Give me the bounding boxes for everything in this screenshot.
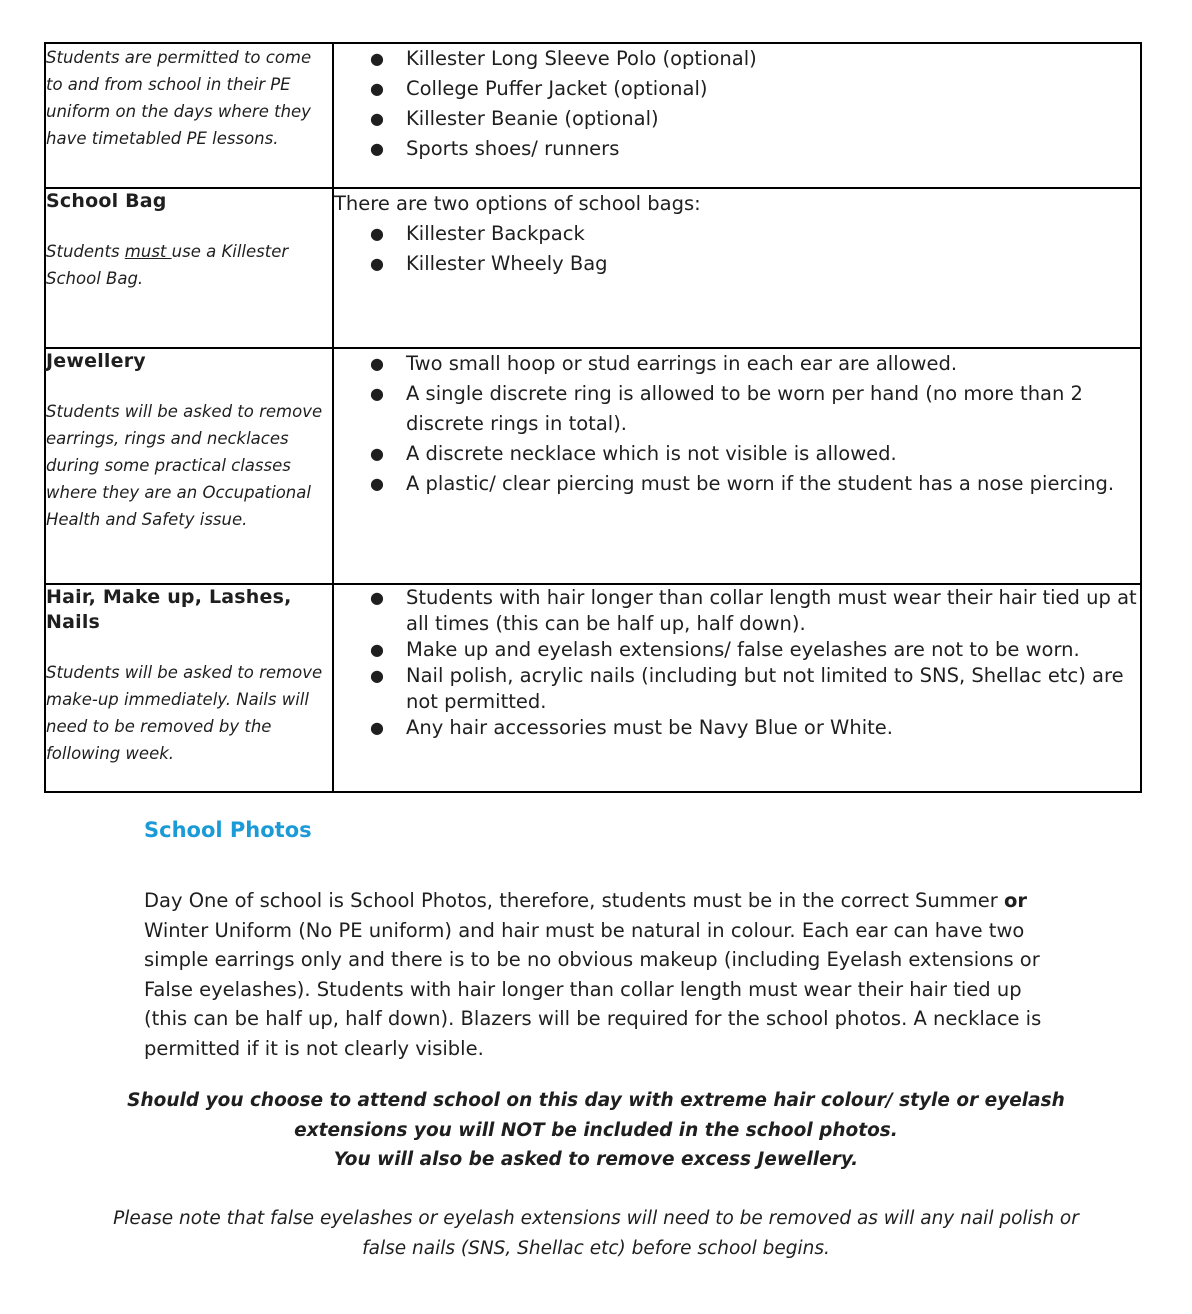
jewellery-title: Jewellery [46, 350, 146, 372]
paragraph-start: Day One of school is School Photos, therefore, students must be in the correct Summer [144, 889, 1004, 912]
jewellery-list [334, 349, 1140, 499]
jewellery-items-cell [333, 348, 1141, 584]
bullet-icon: ● [370, 139, 384, 158]
list-item [334, 249, 1140, 279]
bullet-icon: ● [370, 79, 384, 98]
hair-makeup-list [334, 585, 1140, 741]
list-item-text: Two small hoop or stud earrings in each ear are allowed. [406, 352, 958, 375]
list-item [334, 219, 1140, 249]
bullet-icon: ● [370, 109, 384, 128]
bullet-icon: ● [370, 354, 384, 373]
paragraph-end: Winter Uniform (No PE uniform) and hair must be natural in colour. Each ear can have two simple earrings only and there is to be no obvious makeup (including Eyelash extensions or False eyelashes). Students with hair longer than collar length must wear their hair tied up (this can be half up, half down). Blazers will be required for the school photos. A necklace is permitted if it is not clearly visible. [144, 918, 1042, 1060]
hair-makeup-title: Hair, Make up, Lashes, Nails [46, 586, 292, 633]
bullet-icon: ● [370, 718, 384, 737]
list-item [334, 637, 1140, 663]
list-item-text: A plastic/ clear piercing must be worn if the student has a nose piercing. [406, 472, 1115, 495]
bullet-icon: ● [370, 588, 384, 607]
school-bag-items-cell [333, 188, 1141, 348]
school-bag-title-cell [45, 188, 333, 348]
hair-makeup-note: Students will be asked to remove make-up immediately. Nails will need to be removed by the following week. [46, 663, 323, 763]
photos-warning [96, 1086, 1096, 1175]
table-row-jewellery [45, 348, 1141, 584]
list-item-text: Killester Beanie (optional) [406, 107, 659, 130]
school-bag-lead: There are two options of school bags: [334, 192, 701, 215]
school-bag-note [46, 238, 332, 292]
school-photos-section [144, 812, 1054, 1064]
table-row-school-bag [45, 188, 1141, 348]
table-row-hair-makeup [45, 584, 1141, 792]
list-item [334, 715, 1140, 741]
list-item-text: Nail polish, acrylic nails (including but not limited to SNS, Shellac etc) are not permitted. [406, 664, 1124, 713]
list-item-text: Any hair accessories must be Navy Blue or White. [406, 716, 893, 739]
bullet-icon: ● [370, 640, 384, 659]
school-bag-note-start: Students [46, 242, 125, 261]
list-item-text: A discrete necklace which is not visible is allowed. [406, 442, 897, 465]
school-bag-note-emphasis: must [124, 242, 172, 261]
list-item-text: Killester Wheely Bag [406, 252, 608, 275]
list-item [334, 44, 1140, 74]
bullet-icon: ● [370, 384, 384, 403]
bullet-icon: ● [370, 49, 384, 68]
list-item [334, 469, 1140, 499]
list-item [334, 134, 1140, 164]
pe-uniform-list [334, 44, 1140, 164]
list-item-text: Killester Long Sleeve Polo (optional) [406, 47, 757, 70]
hair-makeup-items-cell [333, 584, 1141, 792]
bullet-icon: ● [370, 666, 384, 685]
list-item-text: A single discrete ring is allowed to be worn per hand (no more than 2 discrete rings in total). [406, 382, 1083, 435]
pe-uniform-note-cell [45, 43, 333, 188]
section-heading: School Photos [144, 818, 312, 842]
list-item [334, 439, 1140, 469]
list-item [334, 663, 1140, 715]
list-item [334, 379, 1140, 439]
warning-line: You will also be asked to remove excess Jewellery. [333, 1149, 859, 1170]
bullet-icon: ● [370, 444, 384, 463]
table-row-pe-uniform [45, 43, 1141, 188]
pe-uniform-items-cell [333, 43, 1141, 188]
bullet-icon: ● [370, 224, 384, 243]
hair-makeup-title-cell [45, 584, 333, 792]
jewellery-note: Students will be asked to remove earrings, rings and necklaces during some practical classes where they are an Occupational Health and Safety issue. [46, 402, 323, 529]
uniform-policy-table [44, 42, 1142, 793]
jewellery-title-cell [45, 348, 333, 584]
school-photos-paragraph [144, 886, 1054, 1064]
bullet-icon: ● [370, 254, 384, 273]
bullet-icon: ● [370, 474, 384, 493]
school-bag-note-end: use a Killester School Bag. [46, 242, 289, 288]
list-item [334, 349, 1140, 379]
list-item [334, 585, 1140, 637]
warning-line: Should you choose to attend school on this day with extreme hair colour/ style or eyelash extensions you will NOT be included in the school photos. [127, 1090, 1065, 1141]
list-item [334, 74, 1140, 104]
school-bag-title: School Bag [46, 190, 167, 212]
pe-uniform-note: Students are permitted to come to and from school in their PE uniform on the days where they have timetabled PE lessons. [46, 48, 312, 148]
list-item-text: Killester Backpack [406, 222, 585, 245]
list-item [334, 104, 1140, 134]
paragraph-emphasis: or [1004, 889, 1028, 912]
school-bag-list [334, 219, 1140, 279]
list-item-text: Sports shoes/ runners [406, 137, 620, 160]
photos-note: Please note that false eyelashes or eyelash extensions will need to be removed as will any nail polish or false nails (SNS, Shellac etc) before school begins. [113, 1208, 1079, 1259]
list-item-text: Students with hair longer than collar length must wear their hair tied up at all times (this can be half up, half down). [406, 586, 1137, 635]
list-item-text: Make up and eyelash extensions/ false eyelashes are not to be worn. [406, 638, 1080, 661]
list-item-text: College Puffer Jacket (optional) [406, 77, 708, 100]
